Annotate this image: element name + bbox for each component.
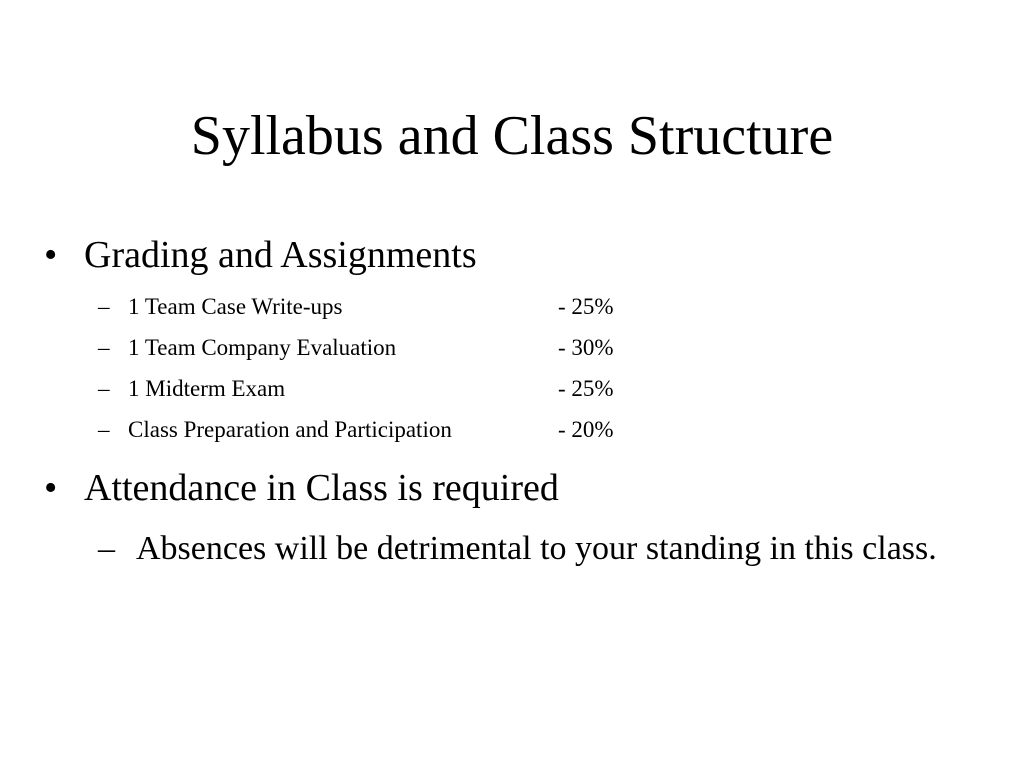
bullet-marker: • (44, 234, 58, 276)
grading-item (98, 415, 798, 445)
grading-item-weight: - 25% (558, 294, 614, 319)
grading-item-weight: - 30% (558, 335, 614, 360)
sub-bullet-marker: – (98, 335, 110, 360)
grading-item-label: 1 Team Case Write-ups (128, 294, 343, 319)
grading-item-weight: - 25% (558, 376, 614, 401)
bullet-heading: Attendance in Class is required (84, 467, 559, 509)
grading-item-label: 1 Midterm Exam (128, 376, 286, 401)
bullet-grading (44, 232, 944, 278)
sub-bullet-marker: – (98, 417, 110, 442)
grading-item-weight: - 20% (558, 417, 614, 442)
bullet-heading: Grading and Assignments (84, 234, 477, 276)
attendance-note-text: Absences will be detrimental to your standing in this class. (136, 530, 937, 567)
sub-bullet-marker: – (98, 530, 115, 567)
grading-item-label: Class Preparation and Participation (128, 417, 452, 442)
bullet-attendance (44, 465, 944, 511)
slide-title: Syllabus and Class Structure (190, 105, 834, 167)
attendance-note (98, 525, 998, 625)
sub-bullet-marker: – (98, 376, 110, 401)
sub-bullet-marker: – (98, 294, 110, 319)
grading-item (98, 292, 798, 322)
grading-item (98, 374, 798, 404)
grading-item (98, 333, 798, 363)
bullet-marker: • (44, 467, 58, 509)
grading-item-label: 1 Team Company Evaluation (128, 335, 397, 360)
